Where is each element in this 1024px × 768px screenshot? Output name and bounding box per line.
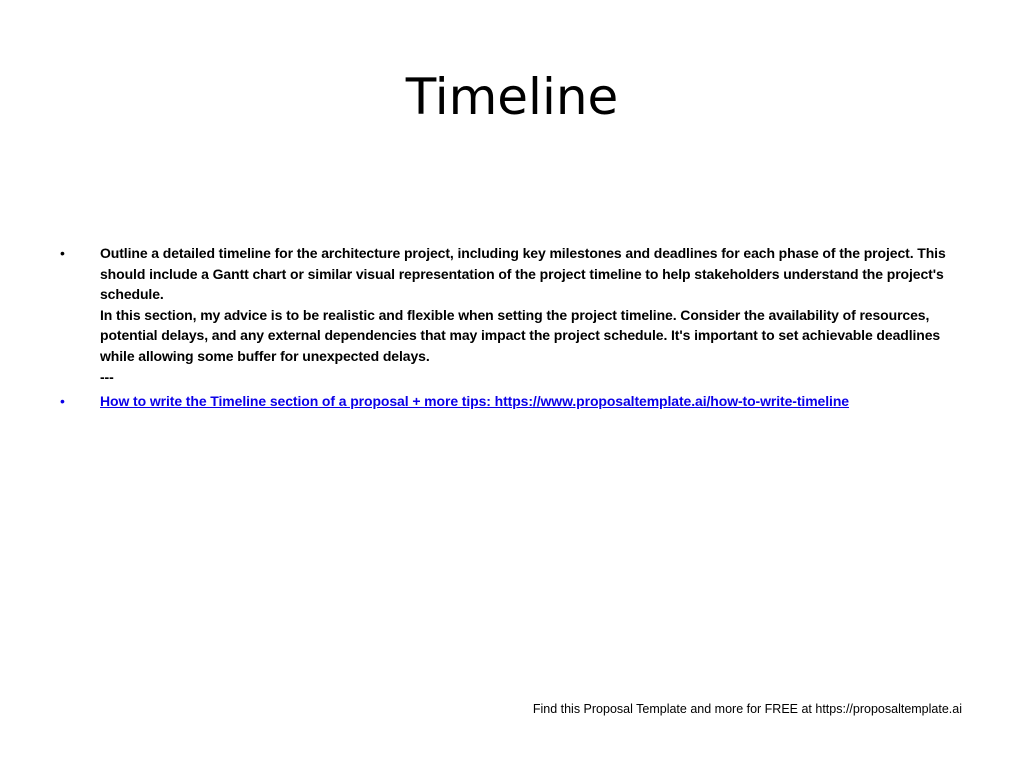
slide-title: Timeline (405, 68, 619, 126)
footer-text: Find this Proposal Template and more for FREE at https://proposaltemplate.ai (532, 702, 962, 716)
bullet-icon: • (60, 393, 65, 410)
bullet-paragraph: In this section, my advice is to be realistic and flexible when setting the project timeline. Consider the availability of resources, potential delays, and any external dependencies that may impact the project schedule. It's important to set achievable deadlines while allowing some buffer for unexpected delays. (100, 306, 941, 364)
bullet-item-link (56, 391, 956, 412)
bullet-icon: • (60, 245, 65, 261)
bullet-separator: --- (100, 368, 114, 385)
timeline-tips-link[interactable]: How to write the Timeline section of a proposal + more tips: https://www.proposaltemplate.ai/how-to-write-timeline (100, 393, 849, 410)
bullet-paragraph: Outline a detailed timeline for the architecture project, including key milestones and deadlines for each phase of the project. This should include a Gantt chart or similar visual representation of the project timeline to help stakeholders understand the project's schedule. (100, 245, 946, 303)
slide-body (56, 243, 956, 412)
bullet-item (56, 243, 956, 387)
